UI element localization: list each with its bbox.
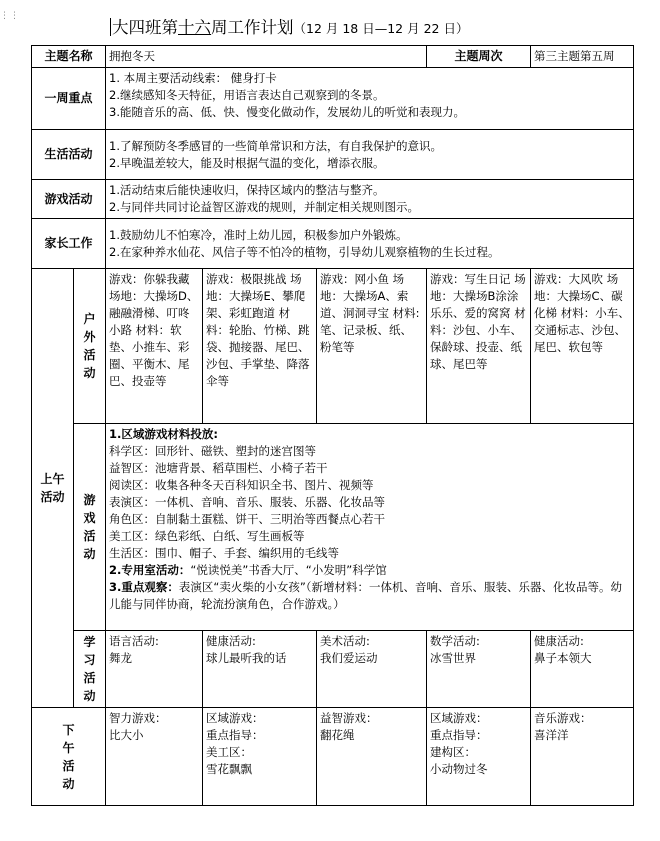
weekly-focus-line: 2.继续感知冬天特征，用语言表达自己观察到的冬景。	[109, 88, 385, 102]
study-type: 语言活动:	[109, 634, 159, 648]
life-activity-line: 2.早晚温差较大，能及时根据气温的变化，增添衣服。	[109, 155, 385, 170]
theme-value[interactable]: 拥抱冬天	[106, 46, 427, 68]
afternoon-line: 建构区：	[430, 745, 477, 759]
parent-work-line: 2.在家种养水仙花、风信子等不怕冷的植物，引导幼儿观察植物的生长过程。	[109, 244, 500, 259]
afternoon-line: 喜洋洋	[534, 728, 569, 742]
outdoor-cell[interactable]: 游戏：你躲我藏 场地：大操场D、融融滑梯、叮咚小路 材料：软垫、小推车、彩圈、平衡木、尾巴、投壶等	[106, 269, 203, 424]
game-activity-row	[32, 180, 634, 219]
study-label-text: 学习活动	[83, 635, 96, 703]
afternoon-line: 比大小	[109, 728, 144, 742]
afternoon-line: 益智游戏：	[320, 711, 378, 725]
afternoon-line: 翻花绳	[320, 728, 355, 742]
game-activity-content[interactable]	[106, 180, 634, 219]
study-cell[interactable]	[427, 631, 531, 708]
play-label-text: 游戏活动	[83, 493, 96, 561]
play-area-line: 益智区：池塘背景、稻草围栏、小椅子若干	[109, 461, 328, 475]
afternoon-line: 区域游戏：	[206, 711, 264, 725]
outdoor-cell[interactable]: 游戏：网小鱼 场地：大操场A、索道、洞洞寻宝 材料:笔、记录板、纸、粉笔等	[317, 269, 427, 424]
play-special-text: “悦读悦美”书香大厅、“小发明”科学馆	[190, 563, 387, 577]
study-name: 舞龙	[109, 651, 133, 665]
game-activity-line: 2.与同伴共同讨论益智区游戏的规则，并制定相关规则图示。	[109, 200, 419, 214]
afternoon-label	[32, 708, 106, 806]
theme-label: 主题名称	[32, 46, 106, 68]
study-type: 健康活动:	[206, 634, 256, 648]
week-value[interactable]: 第三主题第五周	[531, 46, 634, 68]
title-suffix: 周工作计划	[211, 18, 294, 37]
afternoon-line: 智力游戏：	[109, 711, 167, 725]
life-activity-content[interactable]	[106, 130, 634, 180]
title-date-range: （12 月 18 日—12 月 22 日）	[293, 21, 469, 36]
parent-work-label: 家长工作	[32, 219, 106, 269]
outdoor-cell[interactable]: 游戏：写生日记 场地：大操场B涂涂乐乐、爱的窝窝 材料：沙包、小车、保龄球、投壶、纸球、尾巴等	[427, 269, 531, 424]
weekly-focus-row	[32, 68, 634, 130]
study-cell[interactable]	[106, 631, 203, 708]
morning-label-text: 上午活动	[40, 472, 65, 504]
study-name: 我们爱运动	[320, 651, 378, 665]
play-special-prefix: 2.专用室活动：	[109, 563, 191, 577]
life-activity-label: 生活活动	[32, 130, 106, 180]
afternoon-cell[interactable]	[106, 708, 203, 806]
afternoon-row	[32, 708, 634, 806]
study-activity-row	[32, 631, 634, 708]
outdoor-activity-row	[32, 269, 634, 424]
title-prefix: 大四班第	[112, 18, 178, 37]
afternoon-cell[interactable]	[531, 708, 634, 806]
parent-work-line: 1.鼓励幼儿不怕寒冷，准时上幼儿园，积极参加户外锻炼。	[109, 227, 408, 242]
text-cursor	[110, 18, 111, 36]
play-activity-content[interactable]	[106, 424, 634, 631]
study-name: 球儿最听我的话	[206, 651, 287, 665]
study-label	[74, 631, 106, 708]
page-title	[110, 14, 468, 38]
afternoon-cell[interactable]	[203, 708, 317, 806]
outdoor-cell[interactable]: 游戏：大风吹 场地：大操场C、碳化梯 材料：小车、交通标志、沙包、尾巴、软包等	[531, 269, 634, 424]
afternoon-line: 区域游戏：	[430, 711, 488, 725]
play-label	[74, 424, 106, 631]
afternoon-line: 重点指导：	[206, 728, 264, 742]
weekly-focus-line: 3.能随音乐的高、低、快、慢变化做动作，发展幼儿的听觉和表现力。	[109, 105, 465, 119]
study-type: 健康活动:	[534, 634, 584, 648]
play-focus-prefix: 3.重点观察：	[109, 580, 179, 594]
table-move-handle-icon[interactable]: ⋮⋮	[0, 11, 20, 21]
game-activity-label: 游戏活动	[32, 180, 106, 219]
game-activity-line: 1.活动结束后能快速收归，保持区域内的整洁与整齐。	[109, 183, 385, 197]
afternoon-line: 小动物过冬	[430, 762, 488, 776]
play-area-line: 表演区：一体机、音响、音乐、服装、乐器、化妆品等	[109, 495, 386, 509]
afternoon-label-text: 下午活动	[62, 722, 75, 791]
header-row	[32, 46, 634, 68]
afternoon-line: 音乐游戏：	[534, 711, 592, 725]
study-name: 冰雪世界	[430, 651, 477, 665]
outdoor-label	[74, 269, 106, 424]
play-area-line: 角色区：自制黏土蛋糕、饼干、三明治等西餐点心若干	[109, 512, 386, 526]
weekly-plan-table	[31, 45, 634, 806]
study-type: 美术活动:	[320, 634, 370, 648]
afternoon-line: 美工区：	[206, 745, 253, 759]
parent-work-row	[32, 219, 634, 269]
afternoon-line: 重点指导：	[430, 728, 488, 742]
study-cell[interactable]	[531, 631, 634, 708]
life-activity-row	[32, 130, 634, 180]
study-type: 数学活动:	[430, 634, 480, 648]
weekly-focus-line: 1. 本周主要活动线索： 健身打卡	[109, 71, 277, 85]
study-name: 鼻子本领大	[534, 651, 592, 665]
morning-label	[32, 269, 74, 708]
afternoon-cell[interactable]	[317, 708, 427, 806]
life-activity-line: 1.了解预防冬季感冒的一些简单常识和方法，有自我保护的意识。	[109, 138, 442, 153]
weekly-focus-label: 一周重点	[32, 68, 106, 130]
play-special-line	[109, 562, 630, 579]
play-area-line: 生活区：围巾、帽子、手套、编织用的毛线等	[109, 546, 340, 560]
parent-work-content[interactable]	[106, 219, 634, 269]
title-week-number: 十六	[178, 18, 211, 37]
play-section-title: 1.区域游戏材料投放:	[109, 427, 218, 441]
outdoor-label-text: 户外活动	[83, 312, 96, 380]
afternoon-cell[interactable]	[427, 708, 531, 806]
study-cell[interactable]	[317, 631, 427, 708]
play-focus-text: 表演区“卖火柴的小女孩”（新增材料：一体机、音响、音乐、服装、乐器、化妆品等。幼儿能与同伴协商，轮流扮演角色，合作游戏。）	[109, 580, 623, 611]
afternoon-line: 雪花飘飘	[206, 762, 253, 776]
play-area-line: 阅读区：收集各种冬天百科知识全书、图片、视频等	[109, 478, 374, 492]
week-label: 主题周次	[427, 46, 531, 68]
study-cell[interactable]	[203, 631, 317, 708]
play-area-line: 美工区：绿色彩纸、白纸、写生画板等	[109, 529, 305, 543]
weekly-focus-content[interactable]	[106, 68, 634, 130]
play-area-line: 科学区：回形针、磁铁、塑封的迷宫图等	[109, 444, 317, 458]
outdoor-cell[interactable]: 游戏：极限挑战 场地：大操场E、攀爬架、彩虹跑道 材料：轮胎、竹梯、跳袋、抛接器、尾巴、沙包、手掌垫、降落伞等	[203, 269, 317, 424]
play-focus-line	[109, 579, 630, 613]
play-activity-row	[32, 424, 634, 631]
